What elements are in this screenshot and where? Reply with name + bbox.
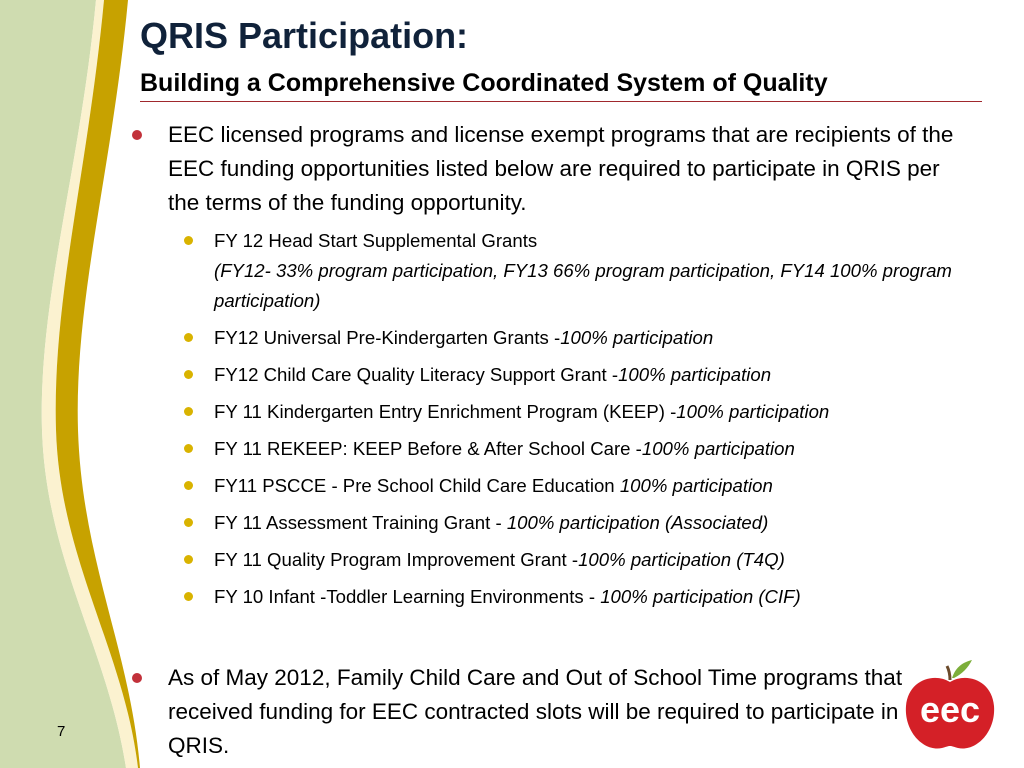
list-item-text: FY 12 Head Start Supplemental Grants (214, 230, 538, 251)
list-item-text: FY 11 Quality Program Improvement Grant - (214, 549, 579, 570)
list-item (214, 471, 984, 501)
decorative-wave-panel (0, 0, 140, 768)
list-item (214, 508, 984, 538)
list-item-text: FY 10 Infant -Toddler Learning Environments - (214, 586, 601, 607)
main-bullet-funding (168, 118, 968, 220)
list-item (214, 360, 984, 390)
list-item-participation: 100% participation (560, 327, 714, 348)
logo-text: eec (919, 689, 981, 730)
list-item-text: FY 11 Kindergarten Entry Enrichment Program (KEEP) - (214, 401, 677, 422)
list-item-participation: 100% participation (676, 401, 830, 422)
list-item (214, 323, 984, 353)
list-item-text: FY 11 Assessment Training Grant - (214, 512, 507, 533)
list-item (214, 397, 984, 427)
list-item-participation: 100% participation (619, 475, 773, 496)
list-item-text: FY12 Universal Pre-Kindergarten Grants - (214, 327, 561, 348)
main-bullet-funding-text: EEC licensed programs and license exempt programs that are recipients of the EEC funding opportunities listed below are required to participate in QRIS per the terms of the funding opportunity. (168, 122, 954, 215)
list-item-participation: 100% participation (CIF) (600, 586, 801, 607)
eec-logo (900, 656, 1000, 756)
main-bullet-may-2012-text: As of May 2012, Family Child Care and Out of School Time programs that received funding for EEC contracted slots will be required to participate in QRIS. (168, 665, 903, 758)
list-item-participation: 100% participation (641, 438, 795, 459)
funding-opportunity-list (214, 226, 984, 619)
slide-subtitle: Building a Comprehensive Coordinated System of Quality (140, 69, 828, 97)
slide-title: QRIS Participation: (140, 15, 469, 56)
list-item (214, 434, 984, 464)
page-number: 7 (57, 723, 66, 740)
list-item-participation: 100% participation (618, 364, 772, 385)
list-item-text: FY 11 REKEEP: KEEP Before & After School Care - (214, 438, 642, 459)
title-divider (140, 101, 982, 102)
list-item (214, 545, 984, 575)
list-item (214, 226, 984, 316)
list-item-participation: 100% participation (Associated) (506, 512, 769, 533)
list-item-text: FY11 PSCCE - Pre School Child Care Education (214, 475, 620, 496)
list-item (214, 582, 984, 612)
list-item-participation: 100% participation (T4Q) (578, 549, 785, 570)
list-item-text: FY12 Child Care Quality Literacy Support Grant - (214, 364, 619, 385)
list-item-detail: (FY12- 33% program participation, FY13 66% program participation, FY14 100% program participation) (214, 260, 952, 311)
main-bullet-may-2012 (168, 661, 928, 763)
